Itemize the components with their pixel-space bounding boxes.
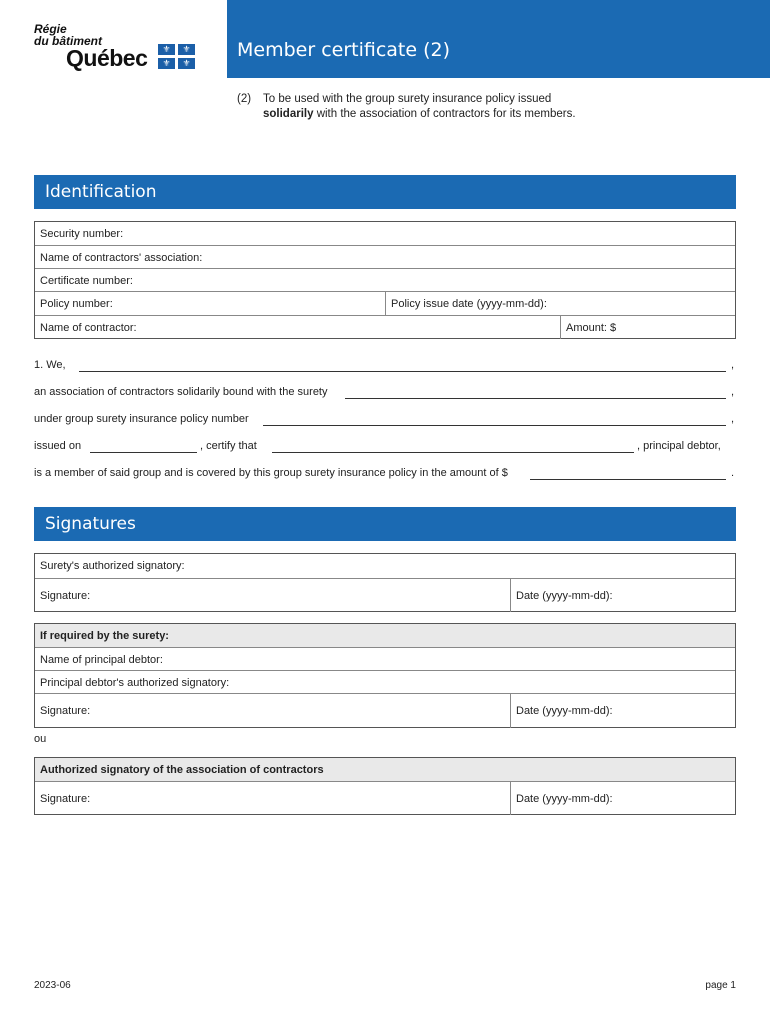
note-line2: with the association of contractors for its members. [313,108,576,120]
certificate-number-field[interactable] [35,268,735,291]
signatures-bar [34,507,736,541]
principal-debtor-line[interactable] [272,452,634,453]
association-signature-row [35,781,735,815]
amount-field[interactable] [561,316,735,340]
principal-debtor-name-label: Name of principal debtor: [40,654,163,666]
statement-l5-pre: is a member of said group and is covered by this group surety insurance policy in the amount of $ [34,467,508,479]
contractor-row [35,315,735,339]
statement-l4-post: , principal debtor, [637,440,721,452]
statement-l4-pre: issued on [34,440,82,452]
statement-l3-post: , [731,413,735,425]
if-required-label: If required by the surety: [40,630,169,642]
association-signature-label: Signature: [40,793,91,805]
statement-l2-post: , [731,386,735,398]
association-signatory-label: Authorized signatory of the association of contractors [40,764,324,776]
surety-signatory-label: Surety's authorized signatory: [40,560,185,572]
footer-page-number: page 1 [705,980,736,991]
note-bold-word: solidarily [263,108,314,120]
surety-date-field[interactable] [511,579,735,613]
statement-l4-mid: , certify that [200,440,257,452]
association-name-line[interactable] [79,371,726,372]
surety-date-label: Date (yyyy-mm-dd): [516,590,613,602]
surety-name-line[interactable] [345,398,726,399]
policy-row [35,291,735,315]
identification-bar [34,175,736,209]
security-number-field[interactable] [35,222,735,245]
logo-quebec: Québec [66,45,148,71]
surety-signature-field[interactable] [35,579,510,613]
policy-number-line[interactable] [263,425,726,426]
surety-signature-label: Signature: [40,590,91,602]
contractors-association-label: Name of contractors' association: [40,252,203,264]
footer-date: 2023-06 [34,980,71,991]
amount-line[interactable] [530,479,726,480]
surety-signature-box [34,553,736,612]
association-signature-field[interactable] [35,782,510,816]
principal-debtor-signature-label: Signature: [40,705,91,717]
association-signature-box [34,757,736,815]
amount-label: Amount: $ [566,322,617,334]
policy-number-field[interactable] [35,292,385,316]
statement-l1-post: , [731,359,735,371]
statement-l5-post: . [731,467,735,479]
logo-line-regie: Régie [34,22,67,36]
contractor-name-label: Name of contractor: [40,322,137,334]
statement-l2-pre: an association of contractors solidarily bound with the surety [34,386,328,398]
principal-debtor-date-field[interactable] [511,694,735,729]
surety-signatory-field[interactable] [35,554,735,578]
quebec-flag-icon: ⚜ ⚜ ⚜ ⚜ [158,44,195,69]
if-required-header [35,624,735,647]
usage-note [237,92,576,122]
contractors-association-field[interactable] [35,245,735,268]
page-title: Member certificate (2) [237,39,451,61]
logo-line-batiment: du bâtiment [34,34,102,48]
identification-title: Identification [45,182,157,202]
contractor-name-field[interactable] [35,316,560,340]
ou-label: ou [34,733,47,745]
statement-l1-pre: 1. We, [34,359,66,371]
identification-box [34,221,736,339]
surety-signature-row [35,578,735,612]
note-number: (2) [237,93,252,105]
policy-number-label: Policy number: [40,298,113,310]
principal-debtor-signature-row [35,693,735,728]
principal-debtor-signatory-label: Principal debtor's authorized signatory: [40,677,230,689]
association-date-field[interactable] [511,782,735,816]
certificate-number-label: Certificate number: [40,275,133,287]
association-signatory-header [35,758,735,781]
principal-debtor-name-field[interactable] [35,647,735,670]
statement-l3-pre: under group surety insurance policy number [34,413,249,425]
principal-debtor-box [34,623,736,728]
issue-date-line[interactable] [90,452,197,453]
security-number-label: Security number: [40,228,124,240]
note-line1: To be used with the group surety insurance policy issued [263,93,552,105]
signatures-title: Signatures [45,514,136,534]
principal-debtor-signatory-field[interactable] [35,670,735,693]
principal-debtor-signature-field[interactable] [35,694,510,729]
principal-debtor-date-label: Date (yyyy-mm-dd): [516,705,613,717]
policy-issue-date-label: Policy issue date (yyyy-mm-dd): [391,298,547,310]
policy-issue-date-field[interactable] [386,292,735,316]
association-date-label: Date (yyyy-mm-dd): [516,793,613,805]
